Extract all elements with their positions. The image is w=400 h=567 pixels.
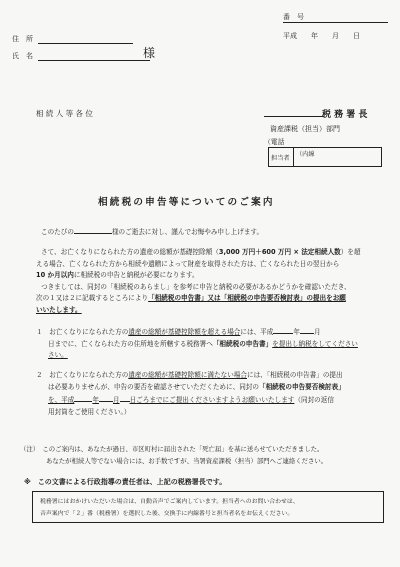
phone-label: （電話 bbox=[264, 138, 285, 146]
chief-underline bbox=[264, 116, 324, 117]
address-underline bbox=[38, 43, 133, 44]
contact-box bbox=[268, 147, 382, 167]
page-title: 相続税の申告等についてのご案内 bbox=[98, 197, 275, 208]
deceased-name-blank bbox=[74, 225, 112, 234]
name-label: 氏 名 bbox=[12, 52, 33, 60]
explanation-paragraph: さて、お亡くなりになられた方の遺産の総額が基礎控除額（3,000 万円＋600 万円 × 法定相続人数）を超 える場合、亡くなられた方から相続や遺贈によって財産を取得された方は、亡くなられた日の翌日から 10 か月以内に相続税の申告と納税が必要になります。 つきましては、同封の「相続税のあらまし」を参考に申告と納税の必要があるかどうかを確認いただき、 次の１又は２に記載するところにより「相続税の申告書」又は「相続税の申告要否検討表」の提出をお願 いいたします。 bbox=[36, 248, 361, 314]
name-underline bbox=[38, 60, 150, 61]
contact-divider bbox=[293, 148, 294, 166]
notes-section: （注） このご案内は、あなたが過日、市区町村に届出された「死亡届」を基に送らせていただきました。 あなたが相続人等でない場合には、お手数ですが、当署資産課税（担当）部門へご連絡ください。 bbox=[20, 445, 328, 465]
honorific: 様 bbox=[143, 46, 156, 60]
item1-year-blank bbox=[273, 325, 293, 334]
number-underline bbox=[283, 22, 388, 23]
footer-line-1: 税務署にはおかけいただいた場合は、自動音声でご案内しています。担当者へのお問い合わせは、 bbox=[40, 499, 299, 505]
contact-label: 担当者 bbox=[271, 155, 290, 162]
department-label: 資産課税（担当）部門 bbox=[270, 125, 340, 133]
item1-month-blank bbox=[300, 325, 314, 334]
asterisk-icon: ※ bbox=[24, 478, 31, 486]
item2-year-blank bbox=[74, 393, 92, 402]
item-1: １ お亡くなりになられた方の遺産の総額が基礎控除額を超える場合には、平成 年 月 日までに、亡くなられた方の住所地を所轄する税務署へ「相続税の申告書」を提出し納税をしてください さい。 bbox=[36, 325, 380, 362]
item2-month-blank bbox=[99, 393, 113, 402]
recipient-label: 相 続 人 等 各 位 bbox=[36, 109, 93, 118]
footer-line-2: 音声案内で「２」番（税務署）を選択した後、交換手に内線番号と担当者名をお伝えください。 bbox=[40, 511, 294, 517]
footer-info-box bbox=[32, 491, 384, 523]
item2-day-blank bbox=[120, 393, 130, 402]
tax-office-chief: 税 務 署 長 bbox=[322, 110, 368, 120]
date-label: 平成 年 月 日 bbox=[283, 32, 360, 40]
address-label: 住 所 bbox=[12, 35, 33, 43]
intro-paragraph: このたびの 様のご逝去に対し、謹んでお悔やみ申し上げます。 bbox=[36, 225, 380, 239]
item-2: ２ お亡くなりになられた方の遺産の総額が基礎控除額に満たない場合には、「相続税の申告書」の提出 は必要ありませんが、申告の要否を確認させていただくために、同封の「相続税の申告要否検討表」 を、平成 年 月 日ごろまでにご提出くださいますようお願いいたします（同封の返信 用封筒をご使用ください。） bbox=[36, 371, 345, 416]
responsibility-note: ※ この文書による行政指導の責任者は、上記の税務署長です。 bbox=[24, 478, 227, 486]
number-label: 番 号 bbox=[283, 13, 304, 21]
extension-label: （内線 bbox=[296, 151, 315, 158]
